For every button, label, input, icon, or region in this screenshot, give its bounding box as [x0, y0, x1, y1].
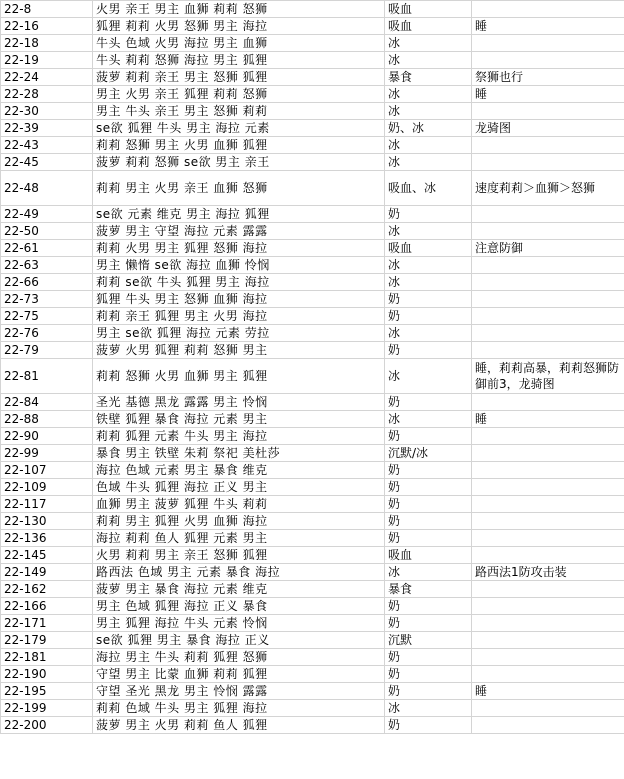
mode-cell[interactable]: 奶	[385, 394, 472, 411]
note-cell[interactable]	[472, 52, 624, 69]
note-cell[interactable]	[472, 291, 624, 308]
mode-cell[interactable]: 冰	[385, 257, 472, 274]
table-row	[1, 632, 624, 649]
note-cell[interactable]	[472, 581, 624, 598]
table-row	[1, 479, 624, 496]
mode-cell[interactable]: 奶	[385, 342, 472, 359]
team-cell[interactable]: 男主 懒惰 se欲 海拉 血狮 怜悯	[93, 257, 385, 274]
note-cell[interactable]: 祭狮也行	[472, 69, 624, 86]
id-cell[interactable]: 22-145	[1, 547, 93, 564]
note-cell[interactable]	[472, 137, 624, 154]
note-cell[interactable]	[472, 274, 624, 291]
table-row	[1, 308, 624, 325]
mode-cell[interactable]: 冰	[385, 359, 472, 394]
mode-cell[interactable]: 冰	[385, 35, 472, 52]
table-row	[1, 717, 624, 734]
team-cell[interactable]: se欲 狐狸 男主 暴食 海拉 正义	[93, 632, 385, 649]
note-cell[interactable]: 睡	[472, 411, 624, 428]
table-row	[1, 359, 624, 394]
mode-cell[interactable]: 冰	[385, 325, 472, 342]
team-cell[interactable]: 莉莉 怒狮 火男 血狮 男主 狐狸	[93, 359, 385, 394]
table-row	[1, 291, 624, 308]
team-cell[interactable]: 莉莉 se欲 牛头 狐狸 男主 海拉	[93, 274, 385, 291]
table-row	[1, 342, 624, 359]
id-cell[interactable]: 22-30	[1, 103, 93, 120]
id-cell[interactable]: 22-66	[1, 274, 93, 291]
id-cell[interactable]: 22-107	[1, 462, 93, 479]
note-cell[interactable]: 睡	[472, 683, 624, 700]
team-cell[interactable]: 男主 狐狸 海拉 牛头 元素 怜悯	[93, 615, 385, 632]
mode-cell[interactable]: 奶	[385, 683, 472, 700]
id-cell[interactable]: 22-76	[1, 325, 93, 342]
id-cell[interactable]: 22-171	[1, 615, 93, 632]
id-cell[interactable]: 22-195	[1, 683, 93, 700]
mode-cell[interactable]: 暴食	[385, 581, 472, 598]
table-row	[1, 411, 624, 428]
id-cell[interactable]: 22-61	[1, 240, 93, 257]
mode-cell[interactable]: 沉默/冰	[385, 445, 472, 462]
team-cell[interactable]: 菠萝 男主 火男 莉莉 鱼人 狐狸	[93, 717, 385, 734]
team-cell[interactable]: 莉莉 狐狸 元素 牛头 男主 海拉	[93, 428, 385, 445]
id-cell[interactable]: 22-117	[1, 496, 93, 513]
table-row	[1, 445, 624, 462]
note-cell[interactable]	[472, 615, 624, 632]
id-cell[interactable]: 22-84	[1, 394, 93, 411]
id-cell[interactable]: 22-24	[1, 69, 93, 86]
mode-cell[interactable]: 冰	[385, 223, 472, 240]
mode-cell[interactable]: 冰	[385, 103, 472, 120]
table-row	[1, 513, 624, 530]
mode-cell[interactable]: 冰	[385, 137, 472, 154]
note-cell[interactable]	[472, 257, 624, 274]
note-cell[interactable]	[472, 428, 624, 445]
team-cell[interactable]: 海拉 男主 牛头 莉莉 狐狸 怒狮	[93, 649, 385, 666]
team-cell[interactable]: 菠萝 莉莉 怒狮 se欲 男主 亲王	[93, 154, 385, 171]
id-cell[interactable]: 22-39	[1, 120, 93, 137]
team-cell[interactable]: 路西法 色域 男主 元素 暴食 海拉	[93, 564, 385, 581]
team-cell[interactable]: 男主 色域 狐狸 海拉 正义 暴食	[93, 598, 385, 615]
team-cell[interactable]: 狐狸 莉莉 火男 怒狮 男主 海拉	[93, 18, 385, 35]
mode-cell[interactable]: 奶	[385, 717, 472, 734]
id-cell[interactable]: 22-149	[1, 564, 93, 581]
table-row	[1, 462, 624, 479]
note-cell[interactable]	[472, 35, 624, 52]
mode-cell[interactable]: 奶	[385, 462, 472, 479]
mode-cell[interactable]: 吸血	[385, 547, 472, 564]
table-row	[1, 240, 624, 257]
mode-cell[interactable]: 暴食	[385, 69, 472, 86]
team-cell[interactable]: 血狮 男主 菠萝 狐狸 牛头 莉莉	[93, 496, 385, 513]
team-cell[interactable]: se欲 狐狸 牛头 男主 海拉 元素	[93, 120, 385, 137]
table-row	[1, 428, 624, 445]
id-cell[interactable]: 22-130	[1, 513, 93, 530]
team-cell[interactable]: 圣光 基德 黑龙 露露 男主 怜悯	[93, 394, 385, 411]
table-row	[1, 1, 624, 18]
team-cell[interactable]: 男主 火男 亲王 狐狸 莉莉 怒狮	[93, 86, 385, 103]
table-row	[1, 171, 624, 206]
team-cell[interactable]: 莉莉 怒狮 男主 火男 血狮 狐狸	[93, 137, 385, 154]
table-row	[1, 86, 624, 103]
note-cell[interactable]	[472, 308, 624, 325]
table-row	[1, 394, 624, 411]
note-cell[interactable]	[472, 394, 624, 411]
team-cell[interactable]: 菠萝 男主 守望 海拉 元素 露露	[93, 223, 385, 240]
note-cell[interactable]	[472, 325, 624, 342]
team-cell[interactable]: 菠萝 男主 暴食 海拉 元素 维克	[93, 581, 385, 598]
mode-cell[interactable]: 奶	[385, 649, 472, 666]
team-cell[interactable]: 守望 圣光 黑龙 男主 怜悯 露露	[93, 683, 385, 700]
mode-cell[interactable]: 奶	[385, 496, 472, 513]
id-cell[interactable]: 22-16	[1, 18, 93, 35]
note-cell[interactable]	[472, 649, 624, 666]
table-row	[1, 700, 624, 717]
id-cell[interactable]: 22-179	[1, 632, 93, 649]
note-cell[interactable]	[472, 547, 624, 564]
team-cell[interactable]: 狐狸 牛头 男主 怒狮 血狮 海拉	[93, 291, 385, 308]
note-cell[interactable]	[472, 342, 624, 359]
team-cell[interactable]: 菠萝 莉莉 亲王 男主 怒狮 狐狸	[93, 69, 385, 86]
id-cell[interactable]: 22-19	[1, 52, 93, 69]
mode-cell[interactable]: 奶	[385, 598, 472, 615]
id-cell[interactable]: 22-43	[1, 137, 93, 154]
table-row	[1, 120, 624, 137]
table-row	[1, 154, 624, 171]
team-cell[interactable]: 铁壁 狐狸 暴食 海拉 元素 男主	[93, 411, 385, 428]
id-cell[interactable]: 22-181	[1, 649, 93, 666]
note-cell[interactable]	[472, 445, 624, 462]
id-cell[interactable]: 22-18	[1, 35, 93, 52]
team-cell[interactable]: 男主 牛头 亲王 男主 怒狮 莉莉	[93, 103, 385, 120]
id-cell[interactable]: 22-28	[1, 86, 93, 103]
note-cell[interactable]: 睡	[472, 86, 624, 103]
id-cell[interactable]: 22-99	[1, 445, 93, 462]
mode-cell[interactable]: 奶、冰	[385, 120, 472, 137]
mode-cell[interactable]: 奶	[385, 428, 472, 445]
table-row	[1, 581, 624, 598]
note-cell[interactable]: 龙骑图	[472, 120, 624, 137]
table-row	[1, 274, 624, 291]
id-cell[interactable]: 22-45	[1, 154, 93, 171]
team-cell[interactable]: 火男 亲王 男主 血狮 莉莉 怒狮	[93, 1, 385, 18]
mode-cell[interactable]: 冰	[385, 86, 472, 103]
note-cell[interactable]	[472, 1, 624, 18]
table-row	[1, 206, 624, 223]
mode-cell[interactable]: 冰	[385, 274, 472, 291]
id-cell[interactable]: 22-73	[1, 291, 93, 308]
team-cell[interactable]: 暴食 男主 铁壁 朱莉 祭祀 美杜莎	[93, 445, 385, 462]
team-cell[interactable]: 莉莉 色域 牛头 男主 狐狸 海拉	[93, 700, 385, 717]
table-row	[1, 547, 624, 564]
mode-cell[interactable]: 奶	[385, 530, 472, 547]
mode-cell[interactable]: 沉默	[385, 632, 472, 649]
mode-cell[interactable]: 吸血	[385, 240, 472, 257]
note-cell[interactable]	[472, 462, 624, 479]
id-cell[interactable]: 22-109	[1, 479, 93, 496]
table-row	[1, 69, 624, 86]
table-row	[1, 615, 624, 632]
team-cell[interactable]: se欲 元素 维克 男主 海拉 狐狸	[93, 206, 385, 223]
team-cell[interactable]: 牛头 莉莉 怒狮 海拉 男主 狐狸	[93, 52, 385, 69]
note-cell[interactable]	[472, 530, 624, 547]
mode-cell[interactable]: 奶	[385, 615, 472, 632]
note-cell[interactable]	[472, 223, 624, 240]
team-cell[interactable]: 菠萝 火男 狐狸 莉莉 怒狮 男主	[93, 342, 385, 359]
note-cell[interactable]	[472, 496, 624, 513]
table-row	[1, 325, 624, 342]
note-cell[interactable]: 睡，莉莉高暴，莉莉怒狮防御前3，龙骑图	[472, 359, 624, 394]
note-cell[interactable]	[472, 598, 624, 615]
team-cell[interactable]: 莉莉 男主 火男 亲王 血狮 怒狮	[93, 171, 385, 206]
id-cell[interactable]: 22-90	[1, 428, 93, 445]
id-cell[interactable]: 22-199	[1, 700, 93, 717]
note-cell[interactable]	[472, 154, 624, 171]
table-row	[1, 103, 624, 120]
id-cell[interactable]: 22-63	[1, 257, 93, 274]
id-cell[interactable]: 22-48	[1, 171, 93, 206]
team-cell[interactable]: 色域 牛头 狐狸 海拉 正义 男主	[93, 479, 385, 496]
table-row	[1, 564, 624, 581]
table-row	[1, 35, 624, 52]
team-cell[interactable]: 男主 se欲 狐狸 海拉 元素 劳拉	[93, 325, 385, 342]
table-row	[1, 496, 624, 513]
team-cell[interactable]: 牛头 色域 火男 海拉 男主 血狮	[93, 35, 385, 52]
mode-cell[interactable]: 冰	[385, 154, 472, 171]
note-cell[interactable]	[472, 666, 624, 683]
table-row	[1, 649, 624, 666]
id-cell[interactable]: 22-190	[1, 666, 93, 683]
mode-cell[interactable]: 冰	[385, 564, 472, 581]
id-cell[interactable]: 22-200	[1, 717, 93, 734]
table-row	[1, 257, 624, 274]
id-cell[interactable]: 22-79	[1, 342, 93, 359]
team-cell[interactable]: 莉莉 火男 男主 狐狸 怒狮 海拉	[93, 240, 385, 257]
table-row	[1, 666, 624, 683]
team-cell[interactable]: 火男 莉莉 男主 亲王 怒狮 狐狸	[93, 547, 385, 564]
table-row	[1, 137, 624, 154]
table-row	[1, 530, 624, 547]
mode-cell[interactable]: 冰	[385, 700, 472, 717]
id-cell[interactable]: 22-8	[1, 1, 93, 18]
id-cell[interactable]: 22-162	[1, 581, 93, 598]
mode-cell[interactable]: 奶	[385, 308, 472, 325]
note-cell[interactable]	[472, 632, 624, 649]
note-cell[interactable]	[472, 479, 624, 496]
id-cell[interactable]: 22-75	[1, 308, 93, 325]
team-cell[interactable]: 守望 男主 比蒙 血狮 莉莉 狐狸	[93, 666, 385, 683]
id-cell[interactable]: 22-50	[1, 223, 93, 240]
mode-cell[interactable]: 奶	[385, 479, 472, 496]
mode-cell[interactable]: 奶	[385, 666, 472, 683]
note-cell[interactable]	[472, 700, 624, 717]
mode-cell[interactable]: 冰	[385, 52, 472, 69]
table-row	[1, 18, 624, 35]
note-cell[interactable]	[472, 513, 624, 530]
team-cell[interactable]: 莉莉 男主 狐狸 火男 血狮 海拉	[93, 513, 385, 530]
note-cell[interactable]: 睡	[472, 18, 624, 35]
note-cell[interactable]	[472, 103, 624, 120]
id-cell[interactable]: 22-166	[1, 598, 93, 615]
table-row	[1, 598, 624, 615]
id-cell[interactable]: 22-49	[1, 206, 93, 223]
mode-cell[interactable]: 吸血	[385, 18, 472, 35]
note-cell[interactable]: 注意防御	[472, 240, 624, 257]
note-cell[interactable]: 速度莉莉＞血狮＞怒狮	[472, 171, 624, 206]
table-body	[1, 1, 624, 734]
team-cell[interactable]: 海拉 莉莉 鱼人 狐狸 元素 男主	[93, 530, 385, 547]
table-row	[1, 52, 624, 69]
table-row	[1, 223, 624, 240]
id-cell[interactable]: 22-81	[1, 359, 93, 394]
mode-cell[interactable]: 奶	[385, 291, 472, 308]
mode-cell[interactable]: 冰	[385, 411, 472, 428]
id-cell[interactable]: 22-88	[1, 411, 93, 428]
note-cell[interactable]	[472, 717, 624, 734]
mode-cell[interactable]: 奶	[385, 206, 472, 223]
mode-cell[interactable]: 吸血	[385, 1, 472, 18]
mode-cell[interactable]: 奶	[385, 513, 472, 530]
table-row	[1, 683, 624, 700]
team-cell[interactable]: 海拉 色域 元素 男主 暴食 维克	[93, 462, 385, 479]
note-cell[interactable]	[472, 206, 624, 223]
id-cell[interactable]: 22-136	[1, 530, 93, 547]
team-cell[interactable]: 莉莉 亲王 狐狸 男主 火男 海拉	[93, 308, 385, 325]
note-cell[interactable]: 路西法1防攻击装	[472, 564, 624, 581]
mode-cell[interactable]: 吸血、冰	[385, 171, 472, 206]
